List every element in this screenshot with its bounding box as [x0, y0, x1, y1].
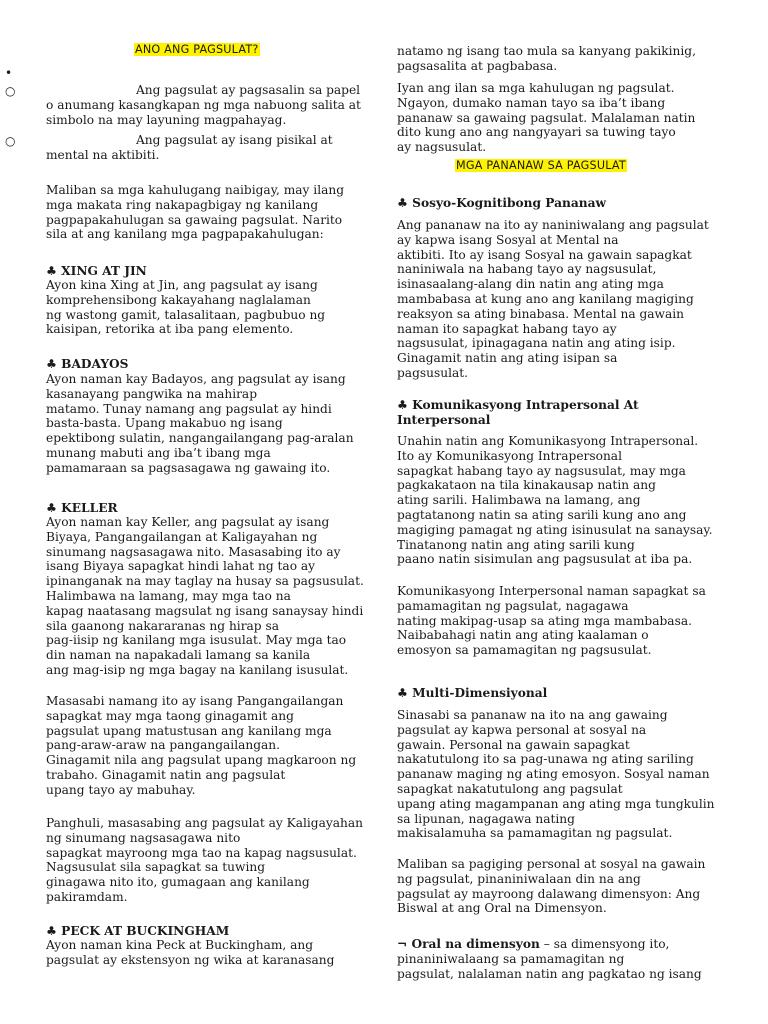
section-paragraph: Unahin natin ang Komunikasyong Intrapersonal. Ito ay Komunikasyong Intrapersonal sapagkat habang tayo ay nagsusulat, may mga pagkakataon na tila kinakausap natin ang ating sarili. Halimbawa na lamang, ang pagtatanong natin sa ating sarili kung ano ang magiging pamagat ng ating isinusulat na sanaysay. Tinatanong natin ang ating sarili kung paano natin sisimulan ang pagsusulat at iba pa. — [397, 434, 713, 567]
section-heading: ♣ Sosyo-Kognitibong Pananaw — [397, 196, 606, 210]
oral-dimension-term: ¬ Oral na dimensyon — [397, 937, 540, 951]
summary-paragraph: Iyan ang ilan sa mga kahulugan ng pagsulat. Ngayon, dumako naman tayo sa iba’t ibang pananaw sa gawaing pagsulat. Malalaman natin dito kung ano ang nangyayari sa tuwing tayo ay nagsusulat. — [397, 81, 696, 155]
section-heading: ♣ Komunikasyong Intrapersonal At Interpersonal — [397, 398, 639, 427]
bullet-text: Ang pagsulat ay isang pisikal at mental na aktibiti. — [46, 133, 333, 162]
section-heading: ♣ XING AT JIN — [46, 264, 147, 278]
section-paragraph: Ayon naman kay Badayos, ang pagsulat ay isang kasanayang pangwika na mahirap matamo. Tunay namang ang pagsulat ay hindi basta-basta. Upang makabuo ng isang epektibong sulatin, nangangailangang pag-aralan munang mabuti ang iba’t ibang mga pamamaraan sa pagsasagawa ng gawaing ito. — [46, 372, 354, 475]
intro-paragraph: Maliban sa mga kahulugang naibigay, may ilang mga makata ring nakapagbigay ng kanilang pagpapakahulugan sa gawaing pagsulat. Narito sila at ang kanilang mga pagpapakahulugan: — [46, 183, 345, 242]
section-paragraph: Ayon kina Xing at Jin, ang pagsulat ay isang komprehensibong kakayahang naglalaman ng wastong gamit, talasalitaan, pagbubuo ng kaisipan, retorika at iba pang elemento. — [46, 278, 326, 337]
section-heading: ♣ Multi-Dimensiyonal — [397, 686, 548, 700]
bullet-text: Ang pagsulat ay pagsasalin sa papel o anumang kasangkapan ng mga nabuong salita at simbolo na may layuning magpahayag. — [46, 83, 361, 127]
page-title-text: ANO ANG PAGSULAT? — [135, 43, 259, 56]
section-paragraph: Komunikasyong Interpersonal naman sapagkat sa pamamagitan ng pagsulat, nagagawa nating makipag-usap sa ating mga mambabasa. Naibabahagi natin ang ating kaalaman o emosyon sa pamamagitan ng pagsusulat. — [397, 584, 706, 658]
bullet-marker: ○ — [5, 84, 16, 98]
section-heading: ♣ KELLER — [46, 501, 118, 515]
section-paragraph: Maliban sa pagiging personal at sosyal na gawain ng pagsulat, pinaniniwalaan din na ang pagsulat ay mayroong dalawang dimensyon: Ang Biswal at ang Oral na Dimensyon. — [397, 857, 706, 916]
continuation-paragraph: natamo ng isang tao mula sa kanyang pakikinig, pagsasalita at pagbabasa. — [397, 44, 696, 73]
section-heading: ♣ BADAYOS — [46, 357, 129, 371]
bullet-marker: • — [5, 66, 13, 80]
section-paragraph: Ayon naman kina Peck at Buckingham, ang pagsulat ay ekstensyon ng wika at karanasang — [46, 938, 335, 967]
section-paragraph: Panghuli, masasabing ang pagsulat ay Kaligayahan ng sinumang nagsasagawa nito sapagkat mayroong mga tao na kapag nagsusulat. Nagsusulat sila sapagkat sa tuwing ginagawa nito ito, gumagaan ang kanilang pakiramdam. — [46, 816, 363, 904]
section-paragraph: Masasabi namang ito ay isang Pangangailangan sapagkat may mga taong ginagamit ang pagsulat upang matustusan ang kanilang mga pang-araw-araw na pangangailangan. Ginagamit nila ang pagsulat upang magkaroon ng trabaho. Ginagamit natin ang pagsulat upang tayo ay mabuhay. — [46, 694, 357, 797]
bullet-marker: ○ — [5, 134, 16, 148]
page-title — [134, 42, 260, 58]
section-paragraph: Ayon naman kay Keller, ang pagsulat ay isang Biyaya, Pangangailangan at Kaligayahan ng sinumang nagsasagawa nito. Masasabing ito ay isang Biyaya sapagkat hindi lahat ng tao ay ipinanganak na may taglay na husay sa pagsusulat. Halimbawa na lamang, may mga tao na kapag naatasang magsulat ng isang sanaysay hindi sila gaanong nakararanas ng hirap sa pag-iisip ng kanilang mga isusulat. May mga tao din naman na napakadali lamang sa kanila ang mag-isip ng mga bagay na kanilang isusulat. — [46, 515, 364, 677]
oral-dimension-paragraph — [397, 937, 727, 981]
bullet-item — [5, 133, 376, 163]
bullet-item — [5, 83, 376, 127]
section-title — [455, 158, 627, 174]
section-title-text: MGA PANANAW SA PAGSULAT — [456, 159, 626, 172]
oral-dimension-text: – sa dimensyong ito, pinaniniwalaang sa pamamagitan ng pagsulat, nalalaman natin ang pagkatao ng isang — [397, 937, 702, 981]
section-paragraph: Ang pananaw na ito ay naniniwalang ang pagsulat ay kapwa isang Sosyal at Mental na aktibiti. Ito ay isang Sosyal na gawain sapagkat naniniwala na habang tayo ay nagsusulat, isinasaalang-alang din natin ang ating mga mambabasa at kung ano ang kanilang magiging reaksyon sa ating binabasa. Mental na gawain naman ito sapagkat habang tayo ay nagsusulat, ipinagagana natin ang ating isip. Ginagamit natin ang ating isipan sa pagsusulat. — [397, 218, 709, 380]
section-heading: ♣ PECK AT BUCKINGHAM — [46, 924, 230, 938]
section-paragraph: Sinasabi sa pananaw na ito na ang gawaing pagsulat ay kapwa personal at sosyal na gawain. Personal na gawain sapagkat nakatutulong ito sa pag-unawa ng ating sariling pananaw maging ng ating emosyon. Sosyal naman sapagkat nakatutulong ang pagsulat upang ating magampanan ang ating mga tungkulin sa lipunan, nagagawa nating makisalamuha sa pamamagitan ng pagsulat. — [397, 708, 715, 841]
